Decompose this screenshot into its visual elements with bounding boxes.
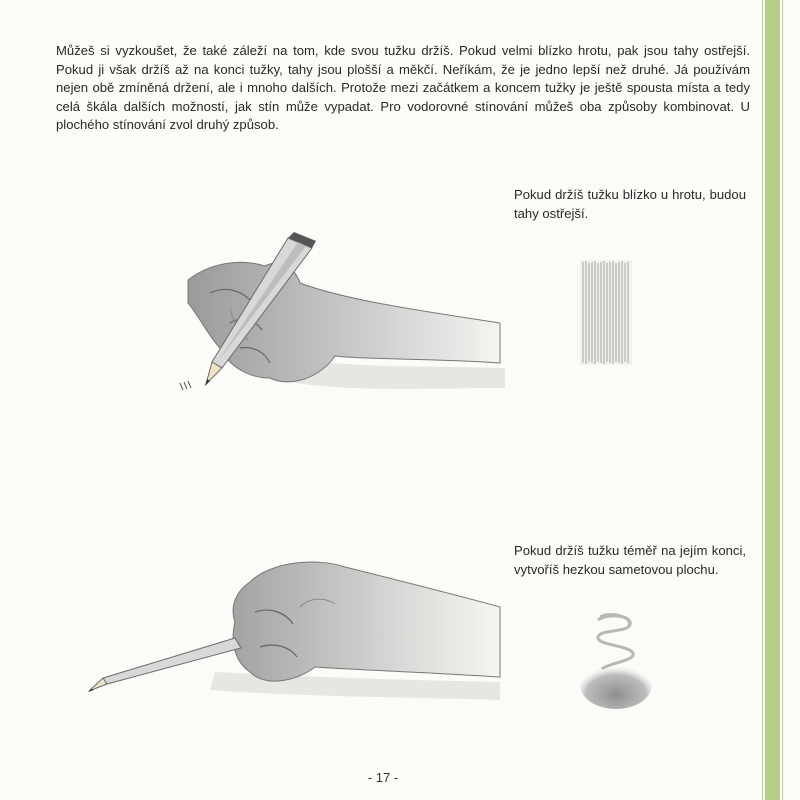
caption-near-end: Pokud držíš tužku téměř na jejím konci, vytvoříš hezkou sametovou plochu. bbox=[514, 543, 746, 577]
velvet-shading-swatch bbox=[578, 605, 653, 710]
intro-paragraph: Můžeš si vyzkoušet, že také záleží na tom, kde svou tužku držíš. Pokud velmi blízko hrotu, pak jsou tahy ostřejší. Pokud ji však držíš až na konci tužky, tahy jsou plošší a měkčí. Neříkám, že je jedno lepší než druhé. Já používám nejen obě zmíněná držení, ale i mnoho dalších. Protože mezi začátkem a koncem tužky je ještě spousta místa a tedy celá škála dalších možností, jak stín může vypadat. Pro vodorovné stínování můžeš oba způsoby kombinovat. U plochého stínování zvol druhý způsob. bbox=[56, 43, 750, 133]
hand-near-tip-illustration bbox=[170, 228, 510, 408]
page-number: - 17 - bbox=[367, 770, 399, 785]
sharp-shading-swatch bbox=[580, 260, 632, 365]
hand-near-end-illustration bbox=[85, 552, 505, 702]
caption-near-tip: Pokud držíš tužku blízko u hrotu, budou tahy ostřejší. bbox=[514, 187, 746, 221]
green-side-bar bbox=[763, 0, 782, 800]
